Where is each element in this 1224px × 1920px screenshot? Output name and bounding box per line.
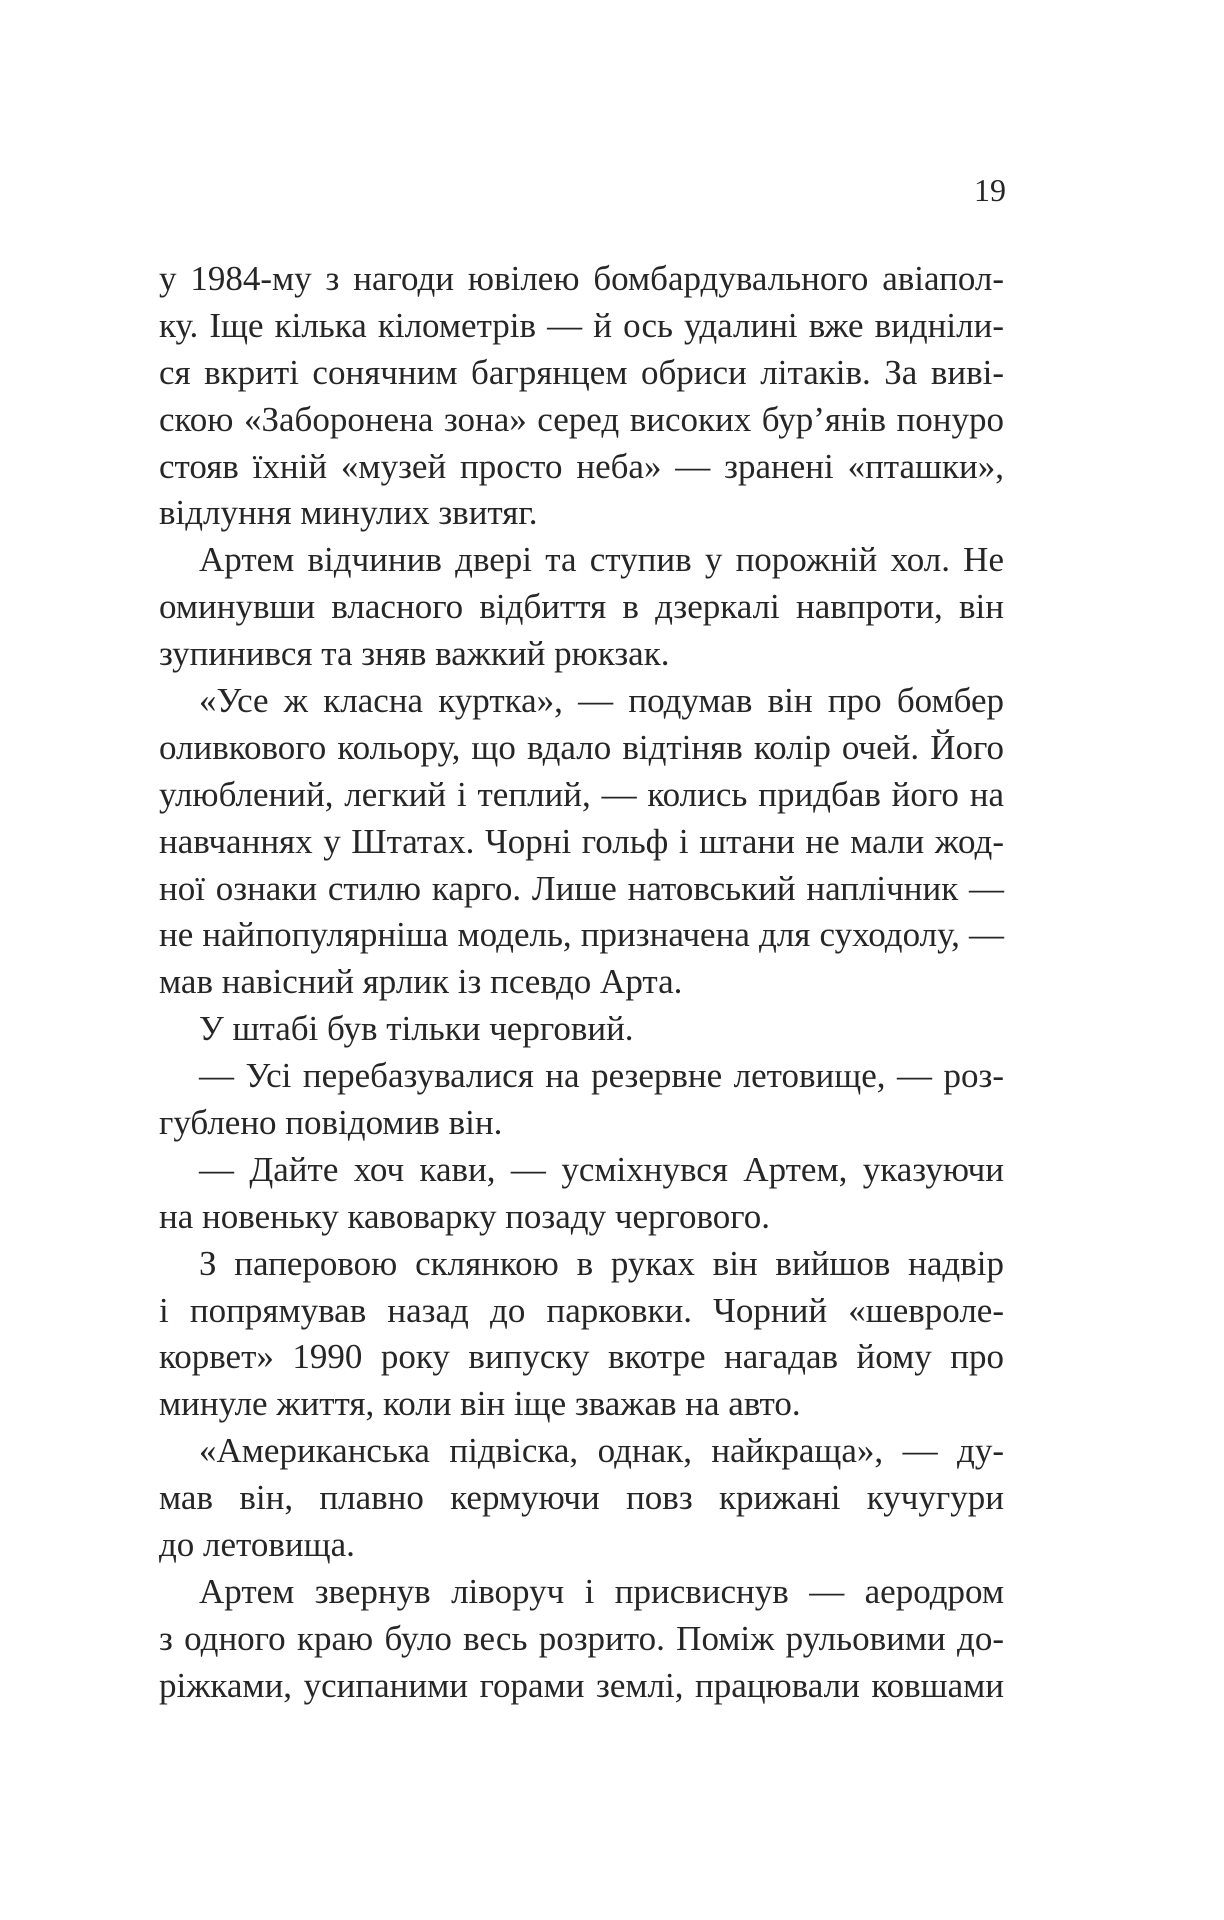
text-line: оминувши власного відбиття в дзеркалі навпроти, він bbox=[159, 587, 1004, 627]
text-line: — Дайте хоч кави, — усміхнувся Артем, указуючи bbox=[199, 1149, 1004, 1189]
paragraph bbox=[159, 1428, 1004, 1569]
text-line: мав навісний ярлик із псевдо Арта. bbox=[159, 962, 683, 1002]
text-line: зупинився та зняв важкий рюкзак. bbox=[159, 634, 670, 674]
text-line: навчаннях у Штатах. Чорні гольф і штани не мали жод- bbox=[159, 821, 1004, 861]
text-line: — Усі перебазувалися на резервне летовище, — роз- bbox=[199, 1056, 1004, 1096]
text-line: ся вкриті сонячним багрянцем обриси літаків. За виві- bbox=[159, 352, 1004, 392]
text-line: Артем відчинив двері та ступив у порожній хол. Не bbox=[199, 540, 1004, 580]
text-line: минуле життя, коли він іще зважав на авто. bbox=[159, 1384, 801, 1424]
text-line: корвет» 1990 року випуску вкотре нагадав йому про bbox=[159, 1337, 1004, 1377]
text-line: ріжками, усипаними горами землі, працювали ковшами bbox=[159, 1665, 1004, 1705]
text-line: мав він, плавно кермуючи повз крижані кучугури bbox=[159, 1478, 1004, 1518]
paragraph bbox=[159, 678, 1004, 1006]
paragraph bbox=[159, 1147, 1004, 1241]
text-line: стояв їхній «музей просто неба» — зранені «пташки», bbox=[159, 446, 1004, 486]
text-line: не найпопулярніша модель, призначена для суходолу, — bbox=[159, 915, 1004, 955]
paragraph bbox=[159, 1053, 1004, 1147]
text-line: з одного краю було весь розрито. Поміж рульовими до- bbox=[159, 1618, 1004, 1658]
text-line: гублено повідомив він. bbox=[159, 1103, 503, 1143]
paragraph bbox=[159, 256, 1004, 537]
page-number: 19 bbox=[974, 172, 1006, 208]
paragraph bbox=[159, 1241, 1004, 1429]
text-line: «Американська підвіска, однак, найкраща», — ду- bbox=[199, 1431, 1004, 1471]
text-line: улюблений, легкий і теплий, — колись придбав його на bbox=[159, 774, 1004, 814]
text-line: оливкового кольору, що вдало відтіняв колір очей. Його bbox=[159, 727, 1004, 767]
text-line: відлуння минулих звитяг. bbox=[159, 493, 538, 533]
text-line: і попрямував назад до парковки. Чорний «шевроле- bbox=[159, 1290, 1004, 1330]
paragraph bbox=[159, 1569, 1004, 1710]
body-text bbox=[159, 256, 1004, 1710]
text-line: до летовища. bbox=[159, 1525, 355, 1565]
text-line: у 1984-му з нагоди ювілею бомбардувального авіапол- bbox=[159, 259, 1004, 298]
text-line: скою «Заборонена зона» серед високих бур’янів понуро bbox=[159, 399, 1004, 439]
paragraph bbox=[159, 537, 1004, 678]
text-line: ку. Іще кілька кілометрів — й ось удалині вже видніли- bbox=[159, 305, 1004, 345]
text-line: Артем звернув ліворуч і присвиснув — аеродром bbox=[199, 1571, 1004, 1611]
paragraph bbox=[159, 1006, 1004, 1053]
text-line: У штабі був тільки черговий. bbox=[199, 1009, 634, 1049]
text-line: «Усе ж класна куртка», — подумав він про бомбер bbox=[199, 681, 1004, 721]
text-line: З паперовою склянкою в руках він вийшов надвір bbox=[199, 1243, 1004, 1283]
text-line: на новеньку кавоварку позаду чергового. bbox=[159, 1196, 770, 1236]
text-line: ної ознаки стилю карго. Лише натовський наплічник — bbox=[159, 868, 1004, 908]
